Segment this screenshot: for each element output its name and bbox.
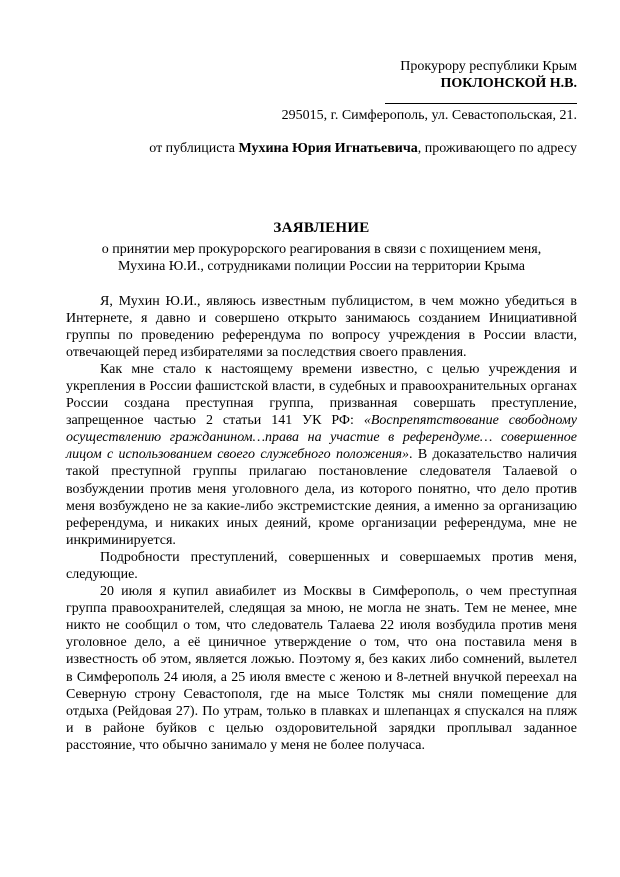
recipient-name: ПОКЛОНСКОЙ Н.В.	[440, 76, 577, 91]
criminal-code-quote: «Воспрепятствование свободному осуществлению гражданином…права на участие в референдуме… совершенное лицом с использованием своего служебного положения»	[66, 413, 577, 463]
sender-line	[66, 140, 577, 157]
sender-suffix: , проживающего по адресу	[417, 141, 577, 156]
sender-prefix: от публициста	[149, 141, 239, 156]
paragraph-details-intro: Подробности преступлений, совершенных и совершаемых против меня, следующие.	[66, 549, 577, 582]
address-fill-line	[385, 103, 577, 104]
recipient-block	[66, 58, 577, 124]
document-title: ЗАЯВЛЕНИЕ	[273, 220, 370, 236]
recipient-address: 295015, г. Симферополь, ул. Севастопольская, 21.	[281, 108, 577, 123]
document-body	[66, 293, 577, 755]
paragraph-criminal-group-text-before: Как мне стало к настоящему времени известно, с целью учреждения и укрепления в России фашистской власти, в судебных и правоохранительных органах России создана преступная группа, призванная совершать преступление, запрещенное частью 2 статьи 141 УК РФ:	[66, 361, 577, 429]
title-block	[66, 220, 577, 276]
paragraph-events: 20 июля я купил авиабилет из Москвы в Симферополь, о чем преступная группа правоохранителей, следящая за мною, не могла не знать. Тем не менее, мне никто не сообщил о том, что следователь Талаева 22 июля возбудила против меня уголовное дело, а её циничное утверждение о том, что она поставила меня в известность об этом, является ложью. Поэтому я, без каких либо сомнений, вылетел в Симферополь 24 июля, а 25 июля вместе с женою и 8-летней внучкой переехал на Северную строну Севастополя, где на мысе Толстяк мы сняли помещение для отдыха (Рейдовая 27). По утрам, только в плавках и шлепанцах я спускался на пляж и в районе буйков с целью оздоровительной зарядки проплывал заданное расстояние, что обычно занимало у меня не более получаса.	[66, 584, 577, 753]
paragraph-intro: Я, Мухин Ю.И., являюсь известным публицистом, в чем можно убедиться в Интернете, я давно и совершено открыто занимаюсь созданием Инициативной группы по проведению референдума по вопросу учреждения в России власти, отвечающей перед избирателями за последствия своего правления.	[66, 293, 577, 360]
recipient-title: Прокурору республики Крым	[400, 59, 577, 74]
paragraph-criminal-group-text-after: . В доказательство наличия такой преступной группы прилагаю постановление следователя Талаевой о возбуждении против меня уголовного дела, из которого понятно, что дело против меня возбуждено не за какие-либо экстремистские деяния, а именно за организацию референдума, и никаких иных деяний, кроме организации референдума, мне не инкриминируется.	[66, 447, 577, 548]
sender-name: Мухина Юрия Игнатьевича	[238, 141, 418, 156]
document-subtitle: о принятии мер прокурорского реагирования в связи с похищением меня, Мухина Ю.И., сотрудниками полиции России на территории Крыма	[101, 241, 542, 274]
paragraph-criminal-group	[66, 361, 577, 549]
